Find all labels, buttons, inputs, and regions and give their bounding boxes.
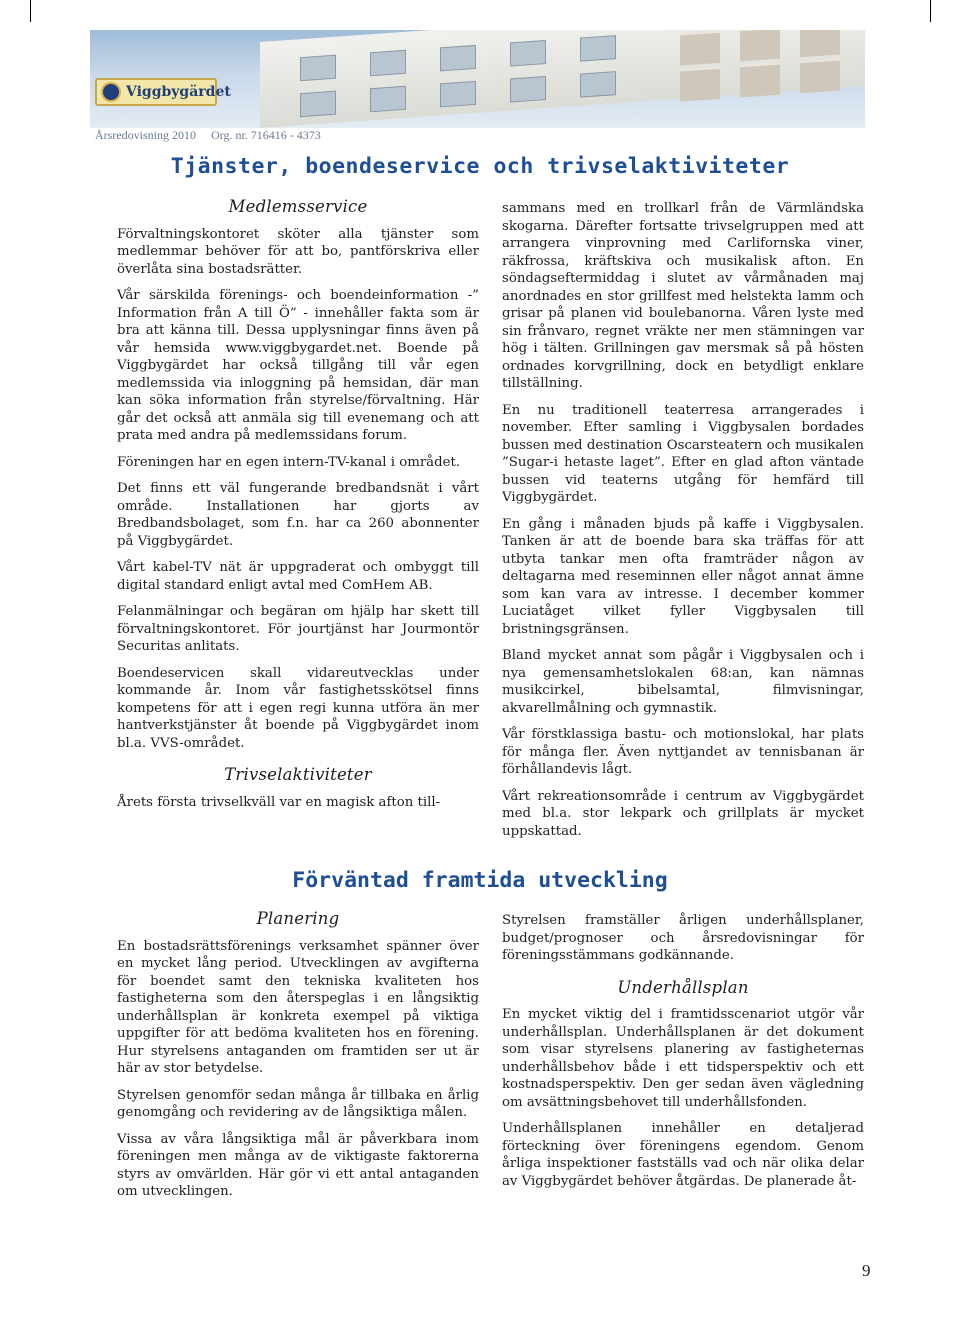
paragraph: Vissa av våra långsiktiga mål är påverkbara inom föreningen men många av de viktigaste faktorerna styrs av omvärlden. Här gör vi ett antal antaganden om utvecklingen. [117, 1131, 479, 1199]
paragraph: Underhållsplanen innehåller en detaljerad förteckning över föreningens egendom. Genom årliga inspektioner fastställs vad och när olika delar av Viggbygärdet behöver åtgärdas. De planerade åt- [502, 1121, 864, 1189]
org-label: Org. nr. 716416 - 4373 [211, 128, 321, 142]
paragraph: Vår särskilda förenings- och boendeinformation -” Information från A till Ö” - innehåller fakta som är bra att känna till. Dessa upplysningar finns även på vår hemsida www.viggbygardet.net. Boende på Viggbygärdet har också tillgång till vår egen medlemssida via inloggning på hemsidan, där man kan söka information från styrelse/förvaltning. Här går det också att anmäla sig till evenemang och att prata med andra på medlemssidans forum. [117, 288, 479, 443]
paragraph: Föreningen har en egen intern-TV-kanal i området. [117, 454, 461, 470]
bottom-left-column [117, 910, 479, 1210]
crop-mark-left [30, 0, 31, 22]
page-number: 9 [862, 1261, 871, 1280]
crop-mark-right [930, 0, 931, 22]
bottom-right-column [502, 912, 864, 1199]
paragraph: Styrelsen framställer årligen underhållsplaner, budget/prognoser och årsredovisningar för föreningsstämmans godkännande. [502, 913, 864, 963]
paragraph: En gång i månaden bjuds på kaffe i Viggbysalen. Tanken är att de boende bara ska träffas för att utbyta tankar men ofta framträder någon av deltagarna med reseminnen eller något annat ämne som kan vara av intresse. I december kommer Luciatåget vilket fyller Viggbysalen till bristningsgränsen. [502, 516, 864, 637]
section-title: Förväntad framtida utveckling [292, 868, 668, 893]
paragraph: En bostadsrättsförenings verksamhet spänner över en mycket lång period. Utvecklingen av avgifterna för boendet samt den tekniska kvaliteten hos fastigheterna som den återspeglas i en långsiktig underhållsplan är konkreta exempel på viktiga uppgifter för att bedöma kvaliteten hos en förening. Hur styrelsens antaganden om framtiden ser ut är här av stor betydelse. [117, 938, 479, 1076]
logo [95, 78, 231, 106]
subtitle-medlemsservice: Medlemsservice [228, 197, 368, 216]
logo-text: Viggbygärdet [126, 84, 231, 100]
paragraph: sammans med en trollkarl från de Värmländska skogarna. Därefter fortsatte trivselgruppen med att arrangera vinprovning med Carlifornska viner, räkfrossa, kräftskiva och musikalisk afton. En söndagseftermiddag i slutet av vårmånaden maj anordnades en stor grillfest med helstekta lamm och grisar på planen vid boulebanorna. Våren lyste med sin frånvaro, regnet vräkte ner men stämningen var hög i tälten. Grillningen gav mersmak så på hösten ordnades korvgrillning, dock en betydligt enklare tillställning. [502, 201, 864, 391]
paragraph: Förvaltningskontoret sköter alla tjänster som medlemmar behöver för att bo, pantförskriva eller överlåta sina bostadsrätter. [117, 226, 479, 277]
doc-label: Årsredovisning 2010 [95, 128, 196, 142]
logo-emblem-icon [101, 82, 121, 102]
paragraph: Årets första trivselkväll var en magisk afton till- [117, 794, 441, 810]
paragraph: Boendeservicen skall vidareutvecklas under kommande år. Inom vår fastighetsskötsel finns kompetens för att i egen regi kunna utföra än mer hantverkstjänster åt boende på Viggbygärdet inom bl.a. VVS-området. [117, 665, 479, 751]
subtitle-trivselaktiviteter: Trivselaktiviteter [224, 765, 372, 784]
right-column [502, 200, 864, 849]
left-column [117, 198, 479, 820]
building-photo [260, 30, 865, 128]
paragraph: En mycket viktig del i framtidsscenariot utgör vår underhållsplan. Underhållsplanen är det dokument som visar styrelsens planering av fastigheternas underhållsbehov både i ett tidsperspektiv och ett kostnadsperspektiv. Den ger sedan även vägledning om avsättningsbehovet till underhållsfonden. [502, 1007, 864, 1110]
paragraph: Vårt rekreationsområde i centrum av Viggbygärdet med bl.a. stor lekpark och grillplats är mycket uppskattad. [502, 788, 864, 839]
header-info [95, 128, 333, 143]
subtitle-underhallsplan: Underhållsplan [617, 977, 749, 997]
paragraph: Vår förstklassiga bastu- och motionslokal, har plats för många fler. Även nyttjandet av tennisbanan är förhållandevis lågt. [502, 727, 864, 777]
paragraph: Felanmälningar och begäran om hjälp har skett till förvaltningskontoret. För jourtjänst har Jourmontör Securitas anlitats. [117, 604, 479, 654]
paragraph: En nu traditionell teaterresa arrangerades i november. Efter samling i Viggbysalen bordades bussen med destination Oscarsteatern och musikalen ”Sugar-i hetaste laget”. Efter en glad afton väntade bussen vid teaterns utgång för hemfärd till Viggbygärdet. [502, 402, 864, 505]
paragraph: Vårt kabel-TV nät är uppgraderat och ombyggt till digital standard enligt avtal med ComHem AB. [117, 560, 479, 593]
paragraph: Styrelsen genomför sedan många år tillbaka en årlig genomgång och revidering av de långsiktiga målen. [117, 1087, 479, 1120]
paragraph: Det finns ett väl fungerande bredbandsnät i vårt område. Installationen har gjorts av Bredbandsbolaget, som f.n. har ca 260 abonnenter på Viggbygärdet. [117, 481, 479, 549]
main-title: Tjänster, boendeservice och trivselaktiviteter [170, 154, 790, 179]
paragraph: Bland mycket annat som pågår i Viggbysalen och i nya gemensamhetslokalen 68:an, kan nämnas musikcirkel, bibelsamtal, filmvisningar, akvarellmålning och gymnastik. [502, 648, 864, 716]
subtitle-planering: Planering [256, 909, 340, 928]
